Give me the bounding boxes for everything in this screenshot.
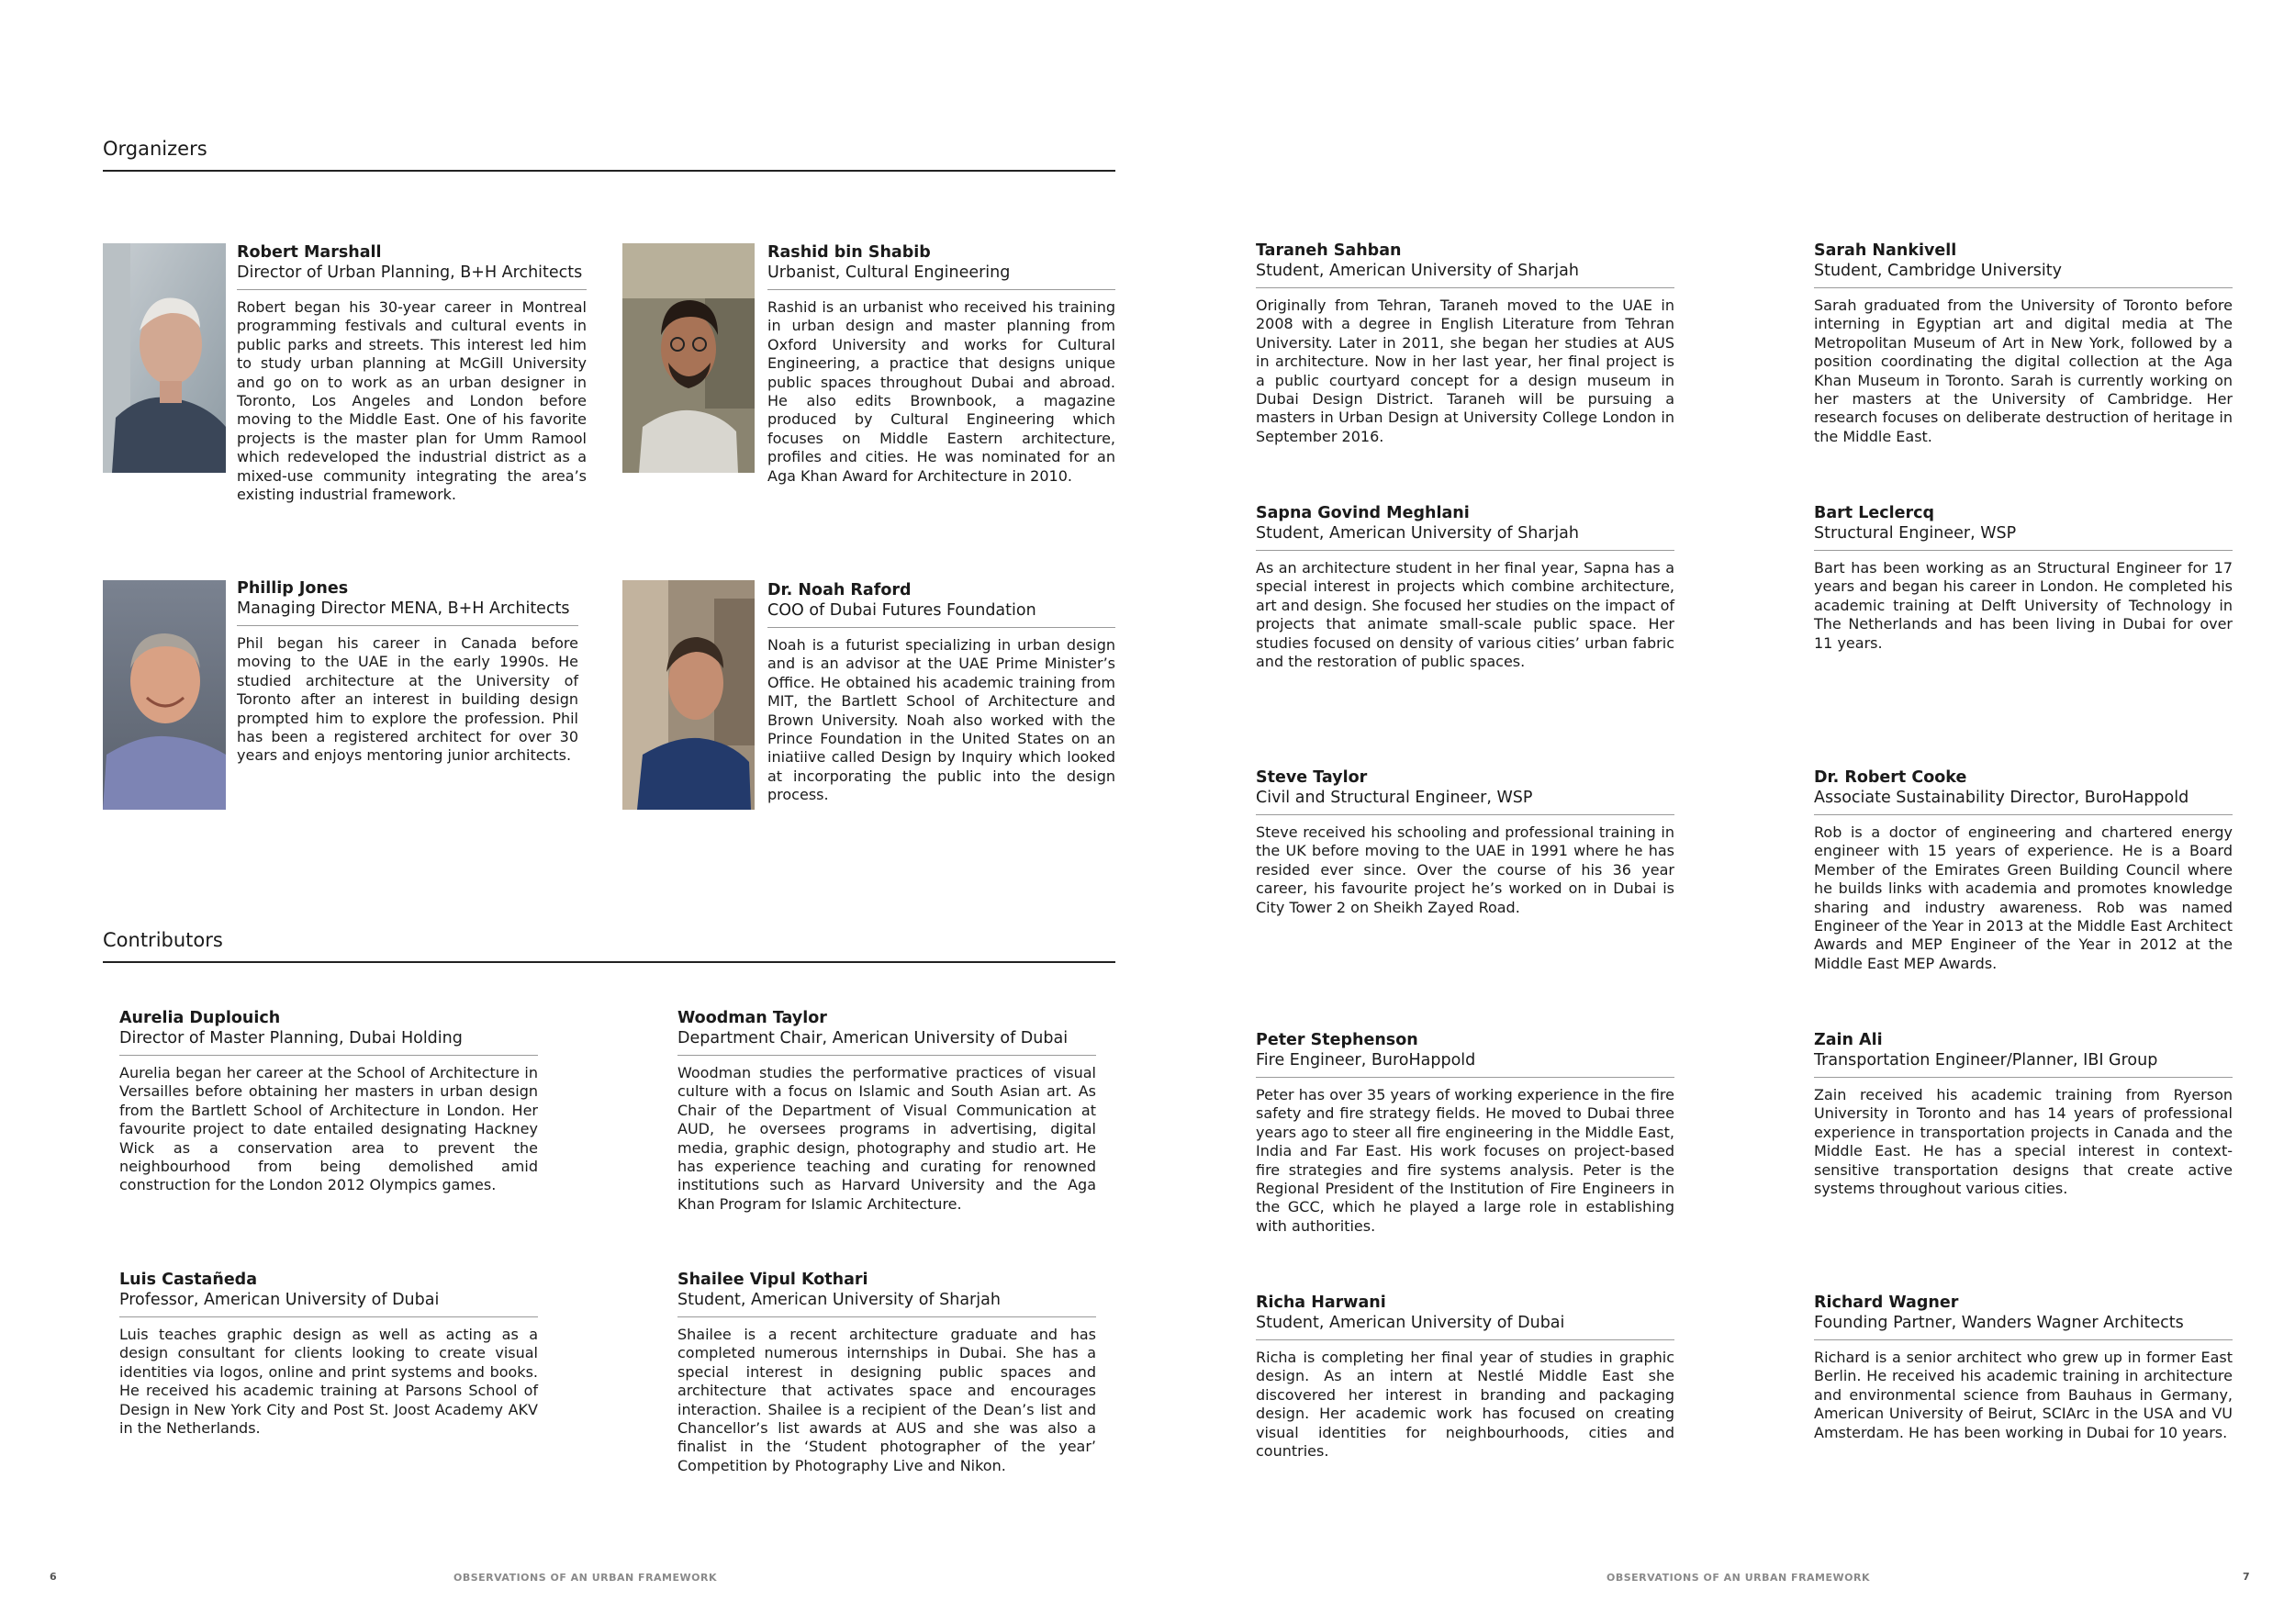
contributor-card xyxy=(119,1008,538,1195)
person-bio: Rashid is an urbanist who received his training in urban design and master planning from Oxford University and works for Cultural Engineering, a practice that designs unique public spaces throughout Dubai and abroad. He also edits Brownbook, a magazine produced by Cultural Engineering which focuses on Middle Eastern architecture, profiles and cities. He was nominated for an Aga Khan Award for Architecture in 2010. xyxy=(767,298,1115,485)
contributor-card xyxy=(119,1270,538,1438)
person-name: Woodman Taylor xyxy=(677,1009,827,1027)
person-name: Steve Taylor xyxy=(1256,768,1368,787)
divider xyxy=(1256,1339,1674,1340)
person-name: Dr. Noah Raford xyxy=(767,581,912,599)
person-name: Richa Harwani xyxy=(1256,1294,1386,1312)
person-bio: Originally from Tehran, Taraneh moved to the UAE in 2008 with a degree in English Literature from Tehran University. Later in 2011, she began her studies at AUS in architecture. Now in her last year, her final project is a public courtyard concept for a design museum in Dubai Design District. Taraneh will be pursuing a masters in Urban Design at University College London in September 2016. xyxy=(1256,297,1674,445)
person-role: Managing Director MENA, B+H Architects xyxy=(237,599,570,618)
divider xyxy=(1256,1077,1674,1078)
person-name: Richard Wagner xyxy=(1814,1294,1959,1312)
noah-raford-photo xyxy=(622,580,755,810)
divider xyxy=(767,289,1115,290)
organizers-heading: Organizers xyxy=(103,138,207,160)
person-role: Student, Cambridge University xyxy=(1814,262,2062,280)
person-bio: Shailee is a recent architecture graduate and has completed numerous internships in Dubai. She has a special interest in designing public spaces and architecture that activates space and encourages interaction. Shailee is a recipient of the Dean’s list and Chancellor’s list awards at AUS and she was also a finalist in the ‘Student photographer of the year’ Competition by Photography Live and Nikon. xyxy=(677,1326,1096,1474)
organizers-rule xyxy=(103,170,1115,172)
divider xyxy=(237,625,578,626)
person-role: Professor, American University of Dubai xyxy=(119,1291,440,1309)
publication-title-right: OBSERVATIONS OF AN URBAN FRAMEWORK xyxy=(1606,1572,1870,1584)
divider xyxy=(237,289,587,290)
person-role: Fire Engineer, BuroHappold xyxy=(1256,1051,1476,1070)
person-role: Student, American University of Sharjah xyxy=(1256,262,1579,280)
divider xyxy=(1814,1077,2233,1078)
contributor-card xyxy=(1814,241,2233,446)
person-role: Civil and Structural Engineer, WSP xyxy=(1256,789,1533,807)
divider xyxy=(119,1055,538,1056)
rashid-bin-shabib-photo xyxy=(622,243,755,473)
person-bio: Woodman studies the performative practices of visual culture with a focus on Islamic and South Asian art. As Chair of the Department of Visual Communication at AUD, he oversees programs in advertising, digital media, graphic design, photography and studio art. He has experience teaching and curating for renowned institutions such as Harvard University and the Aga Khan Program for Islamic Architecture. xyxy=(677,1064,1096,1213)
person-role: Student, American University of Dubai xyxy=(1256,1314,1565,1332)
contributor-card xyxy=(677,1270,1096,1475)
person-name: Sapna Govind Meghlani xyxy=(1256,504,1470,522)
contributor-card xyxy=(1256,1293,1674,1461)
divider xyxy=(1814,814,2233,815)
contributors-rule xyxy=(103,961,1115,963)
person-bio: Peter has over 35 years of working experience in the fire safety and fire strategy fields. He moved to Dubai three years ago to steer all fire engineering in the Middle East, India and Far East. His work focuses on project-based fire strategies and fire systems analysis. Peter is the Regional President of the Institution of Fire Engineers in the GCC, which he played a large role in establishing with authorities. xyxy=(1256,1086,1674,1235)
person-role: Director of Urban Planning, B+H Architects xyxy=(237,263,583,282)
person-bio: Zain received his academic training from Ryerson University in Toronto and has 14 years of professional experience in transportation projects in Canada and the Middle East. He has a special interest in context-sensitive transportation designs that create active systems throughout various cities. xyxy=(1814,1086,2233,1198)
person-name: Rashid bin Shabib xyxy=(767,243,931,262)
person-name: Sarah Nankivell xyxy=(1814,241,1957,260)
person-name: Peter Stephenson xyxy=(1256,1031,1418,1049)
person-bio: As an architecture student in her final year, Sapna has a special interest in projects which combine architecture, art and design. She focused her studies on the impact of projects that animate small-scale public space. Her studies focused on density of various cities’ urban fabric and the restoration of public spaces. xyxy=(1256,559,1674,671)
person-bio: Sarah graduated from the University of Toronto before interning in Egyptian art and digital media at The Metropolitan Museum of Art in New York, followed by a position coordinating the digital collection at the Aga Khan Museum in Toronto. Sarah is currently working on her masters at the University of Cambridge. Her research focuses on deliberate destruction of heritage in the Middle East. xyxy=(1814,297,2233,445)
person-bio: Richard is a senior architect who grew up in former East Berlin. He received his academic training in architecture and environmental science from Bauhaus in Germany, American University of Beirut, SCIArc in the USA and VU Amsterdam. He has been working in Dubai for 10 years. xyxy=(1814,1349,2233,1441)
divider xyxy=(1256,550,1674,551)
contributor-card xyxy=(677,1008,1096,1214)
divider xyxy=(119,1316,538,1317)
person-role: Associate Sustainability Director, BuroHappold xyxy=(1814,789,2189,807)
divider xyxy=(677,1316,1096,1317)
person-bio: Rob is a doctor of engineering and chartered energy engineer with 15 years of experience. He is a Board Member of the Emirates Green Building Council where he builds links with academia and promotes knowledge sharing and industry awareness. Rob was named Engineer of the Year in 2013 at the Middle East Architect Awards and MEP Engineer of the Year in 2012 at the Middle East MEP Awards. xyxy=(1814,823,2233,972)
contributors-heading: Contributors xyxy=(103,929,223,951)
person-name: Aurelia Duplouich xyxy=(119,1009,281,1027)
person-bio: Steve received his schooling and professional training in the UK before moving to the UAE in 1991 where he has resided ever since. Over the course of his 36 year career, his favourite project he’s worked on in Dubai is City Tower 2 on Sheikh Zayed Road. xyxy=(1256,823,1674,916)
person-bio: Luis teaches graphic design as well as acting as a design consultant for clients looking to create visual identities via logos, online and print systems and books. He received his academic training at Parsons School of Design in New York City and Post St. Joost Academy AKV in the Netherlands. xyxy=(119,1326,538,1438)
person-name: Bart Leclercq xyxy=(1814,504,1935,522)
organizer-card xyxy=(767,580,1115,805)
divider xyxy=(677,1055,1096,1056)
contributor-card xyxy=(1256,1030,1674,1236)
contributor-card xyxy=(1814,767,2233,973)
person-bio: Bart has been working as an Structural Engineer for 17 years and began his career in London. He completed his academic training at Delft University of Technology in The Netherlands and has been living in Dubai for over 11 years. xyxy=(1814,559,2233,652)
person-role: Student, American University of Sharjah xyxy=(677,1291,1001,1309)
person-role: Structural Engineer, WSP xyxy=(1814,524,2017,543)
person-role: Transportation Engineer/Planner, IBI Group xyxy=(1814,1051,2158,1070)
page-number-right: 7 xyxy=(2243,1571,2250,1583)
contributor-card xyxy=(1814,1030,2233,1198)
phillip-jones-photo xyxy=(103,580,226,810)
person-bio: Aurelia began her career at the School of Architecture in Versailles before obtaining her masters in urban design from the Bartlett School of Architecture in London. Her favourite project to date entailed designating Hackney Wick as a conservation area to prevent the neighbourhood from being demolished amid construction for the London 2012 Olympics games. xyxy=(119,1064,538,1194)
person-name: Robert Marshall xyxy=(237,243,382,262)
person-role: Student, American University of Sharjah xyxy=(1256,524,1579,543)
robert-marshall-photo xyxy=(103,243,226,473)
divider xyxy=(1814,550,2233,551)
contributor-card xyxy=(1814,1293,2233,1442)
divider xyxy=(1814,1339,2233,1340)
page-number-left: 6 xyxy=(50,1571,57,1583)
person-bio: Robert began his 30-year career in Montreal programming festivals and cultural events in public parks and streets. This interest led him to study urban planning at McGill University and go on to work as an urban designer in Toronto, Los Angeles and London before moving to the Middle East. One of his favorite projects is the master plan for Umm Ramool which redeveloped the industrial district as a mixed-use community integrating the area’s existing industrial framework. xyxy=(237,298,587,504)
contributor-card xyxy=(1256,503,1674,671)
person-name: Zain Ali xyxy=(1814,1031,1883,1049)
contributor-card xyxy=(1256,767,1674,917)
person-role: Founding Partner, Wanders Wagner Architects xyxy=(1814,1314,2184,1332)
person-role: Department Chair, American University of Dubai xyxy=(677,1029,1069,1047)
person-name: Dr. Robert Cooke xyxy=(1814,768,1967,787)
divider xyxy=(767,627,1115,628)
person-role: Director of Master Planning, Dubai Holding xyxy=(119,1029,463,1047)
person-name: Taraneh Sahban xyxy=(1256,241,1402,260)
person-role: COO of Dubai Futures Foundation xyxy=(767,601,1036,620)
person-name: Phillip Jones xyxy=(237,579,349,598)
person-bio: Richa is completing her final year of studies in graphic design. As an intern at Nestlé Middle East she discovered her interest in branding and packaging design. Her academic work has focused on creating visual identities for neighbourhoods, cities and countries. xyxy=(1256,1349,1674,1461)
contributor-card xyxy=(1814,503,2233,653)
organizer-card xyxy=(237,578,578,766)
divider xyxy=(1256,814,1674,815)
divider xyxy=(1814,287,2233,288)
person-name: Luis Castañeda xyxy=(119,1271,258,1289)
organizer-card xyxy=(237,242,587,504)
organizer-card xyxy=(767,242,1115,486)
divider xyxy=(1256,287,1674,288)
contributor-card xyxy=(1256,241,1674,446)
person-name: Shailee Vipul Kothari xyxy=(677,1271,868,1289)
person-bio: Noah is a futurist specializing in urban design and is an advisor at the UAE Prime Minister’s Office. He obtained his academic training from MIT, the Bartlett School of Architecture and Brown University. Noah also worked with the Prince Foundation in the United States on an iniatiive called Design by Inquiry which looked at incorporating the public into the design process. xyxy=(767,636,1115,804)
person-bio: Phil began his career in Canada before moving to the UAE in the early 1990s. He studied architecture at the University of Toronto after an interest in building design prompted him to explore the profession. Phil has been a registered architect for over 30 years and enjoys mentoring junior architects. xyxy=(237,634,578,765)
person-role: Urbanist, Cultural Engineering xyxy=(767,263,1011,282)
publication-title-left: OBSERVATIONS OF AN URBAN FRAMEWORK xyxy=(453,1572,717,1584)
